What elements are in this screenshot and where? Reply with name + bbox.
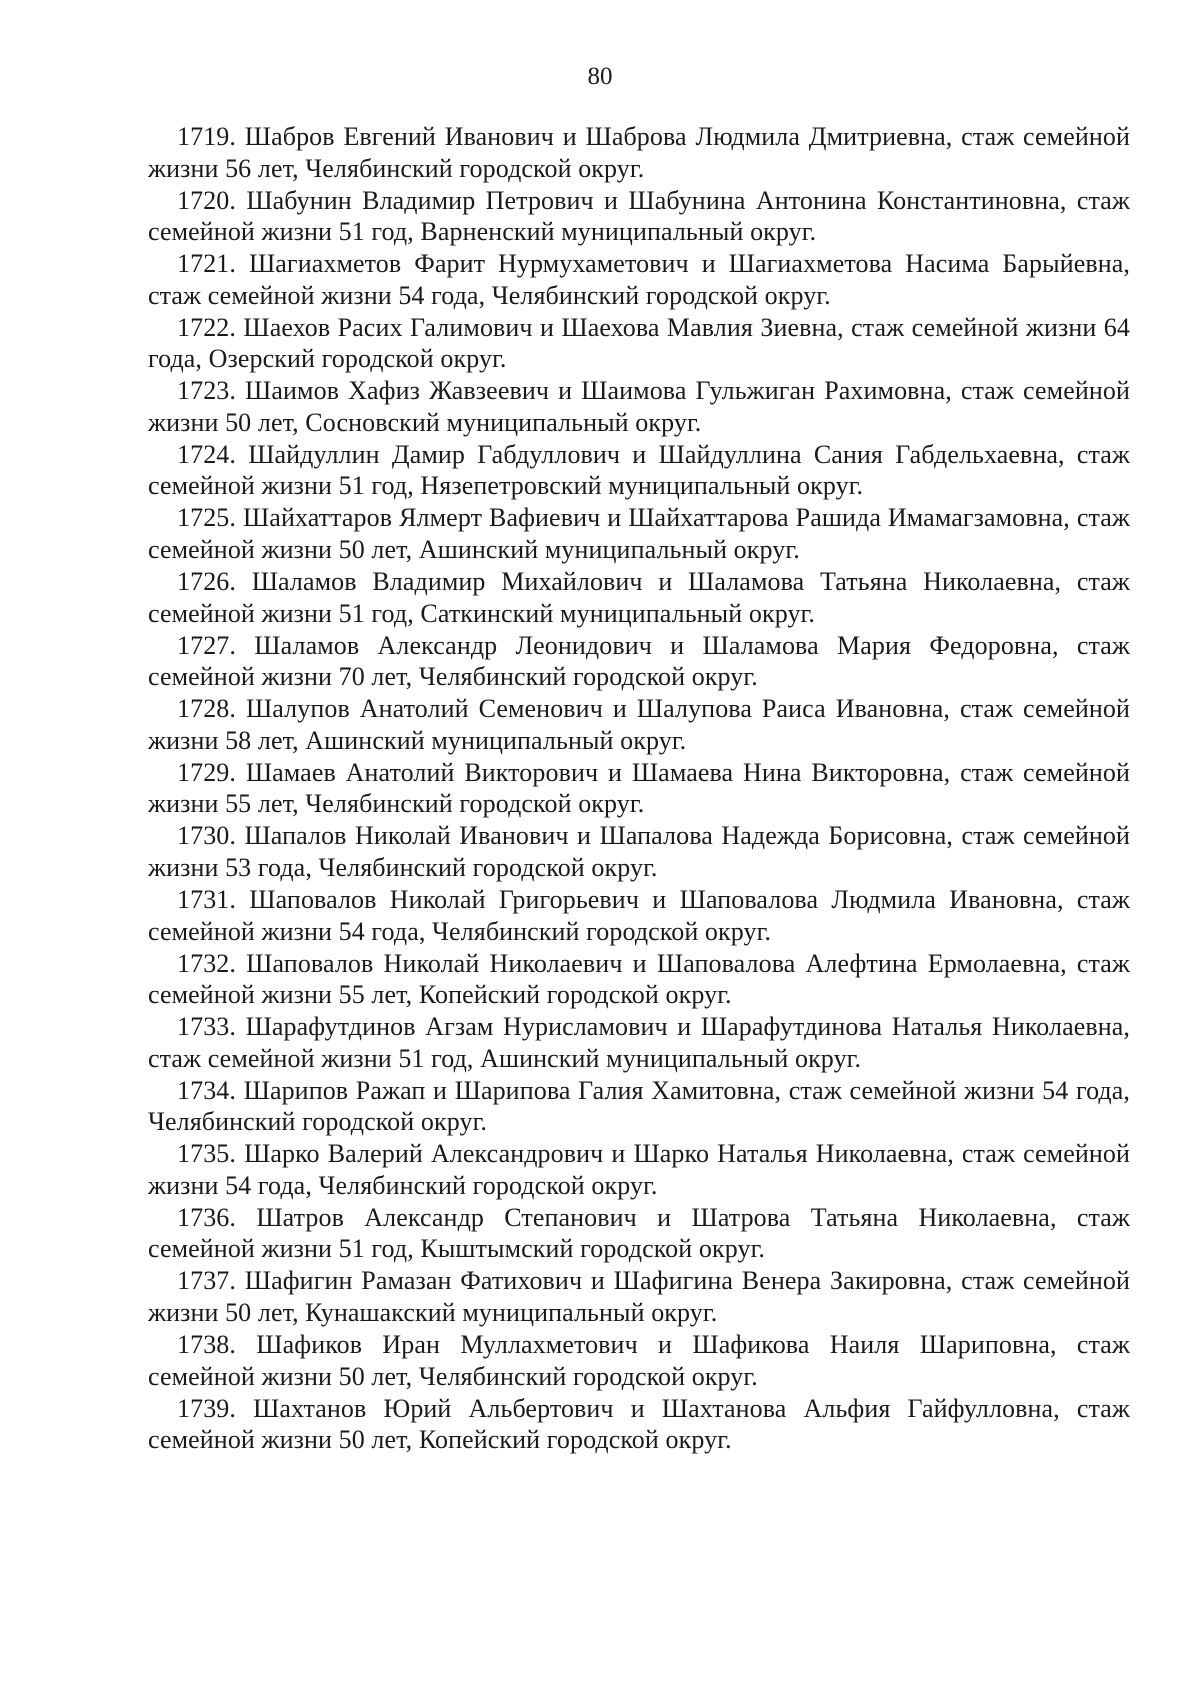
list-item: 1726. Шаламов Владимир Михайлович и Шаламова Татьяна Николаевна, стаж семейной жизни 51 год, Саткинский муниципальный округ. (148, 567, 1130, 628)
list-item: 1730. Шапалов Николай Иванович и Шапалова Надежда Борисовна, стаж семейной жизни 53 года, Челябинский городской округ. (148, 821, 1130, 882)
list-item: 1723. Шаимов Хафиз Жавзеевич и Шаимова Гульжиган Рахимовна, стаж семейной жизни 50 лет, Сосновский муниципальный округ. (148, 376, 1130, 437)
list-item: 1733. Шарафутдинов Агзам Нурисламович и Шарафутдинова Наталья Николаевна, стаж семейной жизни 51 год, Ашинский муниципальный округ. (148, 1012, 1130, 1073)
list-item: 1732. Шаповалов Николай Николаевич и Шаповалова Алефтина Ермолаевна, стаж семейной жизни 55 лет, Копейский городской округ. (148, 948, 1130, 1010)
list-item: 1719. Шабров Евгений Иванович и Шаброва Людмила Дмитриевна, стаж семейной жизни 56 лет, Челябинский городской округ. (148, 122, 1130, 183)
list-item: 1721. Шагиахметов Фарит Нурмухаметович и Шагиахметова Насима Барыйевна, стаж семейной жизни 54 года, Челябинский городской округ. (148, 249, 1130, 310)
list-item: 1724. Шайдуллин Дамир Габдуллович и Шайдуллина Сания Габдельхаевна, стаж семейной жизни 51 год, Нязепетровский муниципальный округ. (148, 439, 1130, 501)
list-item: 1736. Шатров Александр Степанович и Шатрова Татьяна Николаевна, стаж семейной жизни 51 год, Кыштымский городской округ. (148, 1202, 1130, 1264)
list-item: 1738. Шафиков Иран Муллахметович и Шафикова Наиля Шариповна, стаж семейной жизни 50 лет, Челябинский городской округ. (148, 1329, 1130, 1391)
list-item: 1722. Шаехов Расих Галимович и Шаехова Мавлия Зиевна, стаж семейной жизни 64 года, Озерский городской округ. (148, 312, 1130, 374)
page-number: 80 (587, 63, 613, 90)
list-item: 1727. Шаламов Александр Леонидович и Шаламова Мария Федоровна, стаж семейной жизни 70 лет, Челябинский городской округ. (148, 630, 1130, 692)
list-item: 1725. Шайхаттаров Ялмерт Вафиевич и Шайхаттарова Рашида Имамагзамовна, стаж семейной жизни 50 лет, Ашинский муниципальный округ. (148, 503, 1130, 565)
list-item: 1728. Шалупов Анатолий Семенович и Шалупова Раиса Ивановна, стаж семейной жизни 58 лет, Ашинский муниципальный округ. (148, 694, 1130, 755)
list-item: 1735. Шарко Валерий Александрович и Шарко Наталья Николаевна, стаж семейной жизни 54 года, Челябинский городской округ. (148, 1139, 1130, 1200)
entry-list (148, 121, 1130, 1456)
list-item: 1731. Шаповалов Николай Григорьевич и Шаповалова Людмила Ивановна, стаж семейной жизни 54 года, Челябинский городской округ. (148, 884, 1130, 946)
list-item: 1720. Шабунин Владимир Петрович и Шабунина Антонина Константиновна, стаж семейной жизни 51 год, Варненский муниципальный округ. (148, 185, 1130, 247)
list-item: 1729. Шамаев Анатолий Викторович и Шамаева Нина Викторовна, стаж семейной жизни 55 лет, Челябинский городской округ. (148, 757, 1130, 819)
list-item: 1739. Шахтанов Юрий Альбертович и Шахтанова Альфия Гайфулловна, стаж семейной жизни 50 лет, Копейский городской округ. (148, 1393, 1130, 1455)
list-item: 1734. Шарипов Ражап и Шарипова Галия Хамитовна, стаж семейной жизни 54 года, Челябинский городской округ. (148, 1075, 1130, 1137)
list-item: 1737. Шафигин Рамазан Фатихович и Шафигина Венера Закировна, стаж семейной жизни 50 лет, Кунашакский муниципальный округ. (148, 1266, 1130, 1327)
